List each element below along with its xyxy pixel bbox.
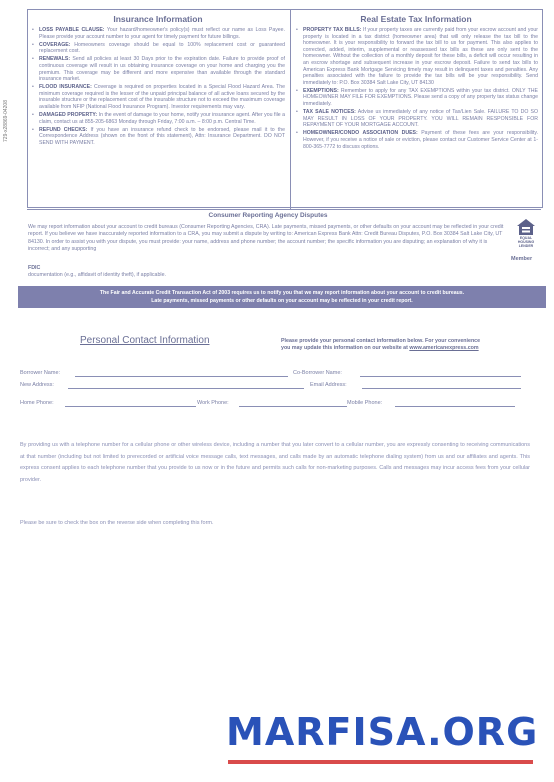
- consent-paragraph: By providing us with a telephone number for a cellular phone or other wireless device, including a number that you later convert to a cellular number, you are expressly consenting to receiving communications at that number (including but not limited to prerecorded or artificial voice message calls, text messages, and calls made by an automatic telephone dialing system) from us and our affiliates and agents. This express consent applies to each telephone number that you provide to us now or in the future and permits such calls for non-marketing purposes. Calls and messages may incur access fees from your cellular provider.: [20, 442, 530, 483]
- co-borrower-name-field[interactable]: [360, 376, 521, 377]
- insurance-title: Insurance Information: [113, 14, 203, 24]
- personal-contact-note: Please provide your personal contact information below. For your convenience you may update this information on our website at www.americanexpress.com: [281, 338, 481, 351]
- house-icon: [516, 218, 536, 236]
- consumer-title: Consumer Reporting Agency Disputes: [208, 212, 328, 219]
- section-divider: [27, 209, 541, 210]
- borrower-name-field[interactable]: [75, 376, 288, 377]
- tax-item: • EXEMPTIONS: Remember to apply for any TAX EXEMPTIONS within your tax district. ONLY THE HOMEOWNER MAY FILE FOR EXEMPTIONS. Please send a copy of any property tax status change immediately.: [296, 88, 538, 108]
- personal-contact-title: Personal Contact Information: [80, 335, 210, 346]
- borrower-name-label: Borrower Name:: [20, 370, 61, 376]
- insurance-list: [32, 27, 285, 148]
- insurance-item: • COVERAGE: Homeowners coverage should be equal to 100% replacement cost or guaranteed replacement cost.: [32, 42, 285, 55]
- fact-act-banner: [18, 286, 546, 308]
- watermark-underline: [228, 760, 533, 764]
- checkbox-note: Please be sure to check the box on the reverse side when completing this form.: [20, 520, 214, 526]
- ehl-caption-2: LENDER: [518, 244, 534, 248]
- email-address-field[interactable]: [362, 388, 521, 389]
- work-phone-label: Work Phone:: [197, 400, 229, 406]
- tax-item: • TAX SALE NOTICES: Advise us immediately of any notice of Tax/Lien Sale. FAILURE TO DO SO MAY RESULT IN LOSS OF YOUR PROPERTY. YOU WILL REMAIN RESPONSIBLE FOR REPAYMENT OF YOUR MORTGAGE ACCOUNT.: [296, 109, 538, 129]
- new-address-label: New Address:: [20, 382, 54, 388]
- banner-line-2: Late payments, missed payments or other defaults on your account may be reflected in your credit report.: [151, 298, 413, 304]
- new-address-field[interactable]: [68, 388, 304, 389]
- home-phone-label: Home Phone:: [20, 400, 54, 406]
- banner-line-1: The Fair and Accurate Credit Transaction Act of 2003 requires us to notify you that we may report information about your account to credit bureaus.: [99, 290, 465, 296]
- work-phone-field[interactable]: [239, 406, 347, 407]
- tax-list: [296, 27, 538, 152]
- ehl-caption-1: EQUAL HOUSING: [517, 236, 535, 244]
- insurance-item: • LOSS PAYABLE CLAUSE: Your hazard/homeowner's policy(s) must reflect our name as Loss Payee. Please provide your account number to your agent for timely payment for future billings.: [32, 27, 285, 40]
- website-link[interactable]: www.americanexpress.com: [409, 345, 479, 351]
- insurance-item: • DAMAGED PROPERTY: In the event of damage to your home, notify your insurance agent. After you file a claim, contact us at 855-205-6863 Monday through Friday, 7:00 a.m. – 8:00 p.m. Central Time.: [32, 112, 285, 125]
- mobile-phone-field[interactable]: [395, 406, 515, 407]
- co-borrower-name-label: Co-Borrower Name:: [293, 370, 342, 376]
- email-address-label: Email Address:: [310, 382, 347, 388]
- insurance-item: • RENEWALS: Send all policies at least 30 Days prior to the expiration date. Failure to provide proof of continuous coverage will result in us obtaining insurance coverage on your home and charging you the premium. This coverage may be different and more expensive than available through the standard insurance market.: [32, 56, 285, 82]
- equal-housing-logo: [512, 218, 540, 248]
- insurance-item: • REFUND CHECKS: If you have an insurance refund check to be endorsed, please mail it to the Correspondence Address (shown on the front of this statement), Attn: Insurance Department. DO NOT SEND WITH PAYMENT.: [32, 127, 285, 147]
- form-code: 729-x28869-04208: [3, 100, 9, 142]
- fdic-label: FDIC: [28, 265, 41, 271]
- insurance-item: • FLOOD INSURANCE: Coverage is required on properties located in a Special Flood Hazard Area. The minimum coverage required is the lesser of the unpaid principal balance of all active loans secured by the insurable structure or the replacement cost of the insurable structure not to exceed the maximum coverage available from NFIP (National Flood Insurance Program). Investor requirements may vary.: [32, 84, 285, 110]
- tax-title: Real Estate Tax Information: [360, 14, 472, 24]
- column-divider: [290, 9, 291, 209]
- tax-item: • HOMEOWNER/CONDO ASSOCIATION DUES: Payment of these fees are your responsibility. However, if you receive a notice of sale or eviction, please contact our Customer Service Center at 1-800-365-7772 to discuss options.: [296, 130, 538, 150]
- consumer-body: We may report information about your account to credit bureaus (Consumer Reporting Agencies, CRA). Late payments, missed payments, or other defaults on your account may be reflected in your credit report. If you believe we have inaccurately reported information to a CRA, you may submit a dispute by writing to: American Express Bank Attn: Credit Bureau Disputes, P.O. Box 30384 Salt Lake City, UT 84130. In order to assist you with your dispute, you must provide: your name, address and phone number; the account number; the specific information you are disputing; an explanation of why it is incorrect; and any supporting: [28, 224, 504, 253]
- tax-item: • PROPERTY TAX BILLS: If your property taxes are currently paid from your escrow account and your property is located in a tax district (homeowner area) that will only release the tax bill to the homeowner. It is your responsibility to forward the tax bill to us for payment. This also applies to corrected, added, interim, supplemental or reassessed tax bills as these are only sent to the homeowner. Without the collection of a monthly deposit for these bills, a deficit will occur resulting in an escrow shortage and subsequent increase in your escrow deposit. Failure to send tax bills to American Express Bank Mortgage Servicing timely may result in delinquent taxes and penalties. Any penalties associated with the failure to provide the tax bills will be your responsibility. Send immediately to: P.O. Box 30384 Salt Lake City, UT 84130: [296, 27, 538, 86]
- watermark-logo: MARFISA.ORG: [226, 710, 539, 754]
- member-label: Member: [511, 256, 533, 262]
- mobile-phone-label: Mobile Phone:: [347, 400, 383, 406]
- home-phone-field[interactable]: [65, 406, 196, 407]
- fdic-text: documentation (e.g., affidavit of identity theft), if applicable.: [28, 272, 166, 278]
